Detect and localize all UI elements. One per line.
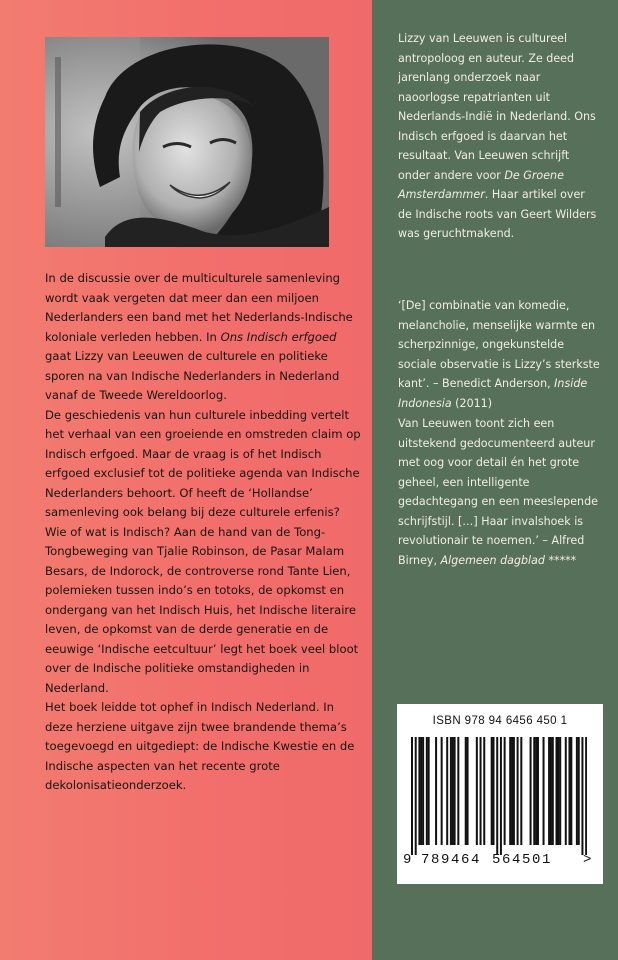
- review-quote-anderson: [398, 296, 601, 413]
- barcode-bar: [530, 737, 532, 845]
- author-portrait-photo: [45, 37, 329, 247]
- barcode-bar: [581, 737, 583, 855]
- barcode-bar: [550, 737, 552, 845]
- barcode-bar: [491, 737, 493, 845]
- rating-stars: *****: [544, 553, 577, 567]
- barcode-bar: [535, 737, 537, 845]
- barcode-bar: [465, 737, 467, 845]
- barcode-bar: [426, 737, 428, 845]
- author-bio: [398, 29, 601, 244]
- barcode-bar: [420, 737, 422, 845]
- barcode-bar: [504, 737, 506, 845]
- barcode-bar: [457, 737, 459, 845]
- barcode-bar: [576, 737, 578, 845]
- barcode-bar: [476, 737, 478, 845]
- barcode-bar: [517, 737, 519, 845]
- description-p1-text-cont: gaat Lizzy van Leeuwen de culturele en politieke sporen na van Indische Nederlanders in Nederland vanaf de Tweede Wereldoorlog.: [45, 349, 340, 402]
- author-bio-text: Lizzy van Leeuwen is cultureel antropoloog en auteur. Ze deed jarenlang onderzoek naar naoorlogse repatrianten uit Nederlands-Indië in Nederland. Ons Indisch erfgoed is daarvan het resultaat. Van Leeuwen schrijft onder andere voor: [398, 32, 596, 182]
- barcode-bar: [454, 737, 456, 845]
- review-quote-birney: [398, 414, 601, 570]
- barcode-bar: [411, 737, 413, 855]
- barcode-bar: [418, 737, 420, 845]
- barcode-bar: [428, 737, 430, 845]
- barcode-bar: [557, 737, 559, 845]
- barcode-quiet-zone-arrow: >: [583, 852, 592, 868]
- barcode-left-digits: 789464: [421, 852, 482, 868]
- barcode-bar: [450, 737, 452, 845]
- barcode-first-digit: 9: [403, 852, 412, 868]
- barcode-bar: [441, 737, 443, 845]
- barcode-bar: [483, 737, 485, 845]
- barcode-bar: [415, 737, 417, 855]
- isbn-label: ISBN 978 94 6456 450 1: [432, 715, 568, 727]
- barcode-bar: [548, 737, 550, 845]
- barcode-bars: [411, 737, 587, 855]
- barcode-bar: [493, 737, 495, 845]
- barcode-bar: [496, 737, 498, 855]
- barcode-bar: [513, 737, 515, 845]
- description-paragraph-4: Het boek leidde tot ophef in Indisch Nederland. In deze herziene uitgave zijn twee brandende thema’s toegevoegd en uitgediept: de Indische Kwestie en de Indische aspecten van het recente grote dekolonisatieonderzoek.: [45, 700, 355, 792]
- barcode-bar: [559, 737, 561, 845]
- barcode-bar: [435, 737, 437, 845]
- isbn-barcode: [397, 704, 603, 884]
- description-paragraph-2: De geschiedenis van hun culturele inbedding vertelt het verhaal van een groeiende en omstreden claim op Indisch erfgoed. Maar de vraag is of het Indisch erfgoed exclusief tot de politieke agenda van Indische Nederlanders behoort. Of heeft de ‘Hollandse’ samenleving ook belang bij deze culturele erfenis?: [45, 407, 361, 519]
- barcode-bar: [543, 737, 545, 845]
- magazine-title: De Groene Amsterdammer: [398, 168, 564, 201]
- book-title-italic: Ons Indisch erfgoed: [220, 329, 337, 344]
- barcode-bar: [452, 737, 454, 845]
- barcode-bar: [565, 737, 567, 845]
- barcode-bar: [537, 737, 539, 845]
- quote-text: Van Leeuwen toont zich een uitstekend gedocumenteerd auteur met oog voor detail én het grote geheel, een intelligente gedachtegang en een meeslepende schrijfstijl. […] Haar invalshoek is revolutionair te noemen.’ – Alfred Birney,: [398, 417, 598, 567]
- barcode-right-digits: 564501: [492, 852, 553, 868]
- barcode-bar: [585, 737, 587, 855]
- barcode-bar: [480, 737, 482, 845]
- quote-source: Inside Indonesia: [398, 377, 588, 410]
- book-description: [45, 269, 363, 796]
- barcode-bar: [533, 737, 535, 845]
- quote-source: Algemeen dagblad: [440, 553, 545, 567]
- barcode-bar: [511, 737, 513, 845]
- barcode-bar: [520, 737, 522, 845]
- barcode-bar: [570, 737, 572, 845]
- barcode-bar: [568, 737, 570, 845]
- barcode-bar: [500, 737, 502, 855]
- author-bio-text-cont: . Haar artikel over de Indische roots van Geert Wilders was geruchtmakend.: [398, 188, 597, 240]
- barcode-bar: [467, 737, 469, 845]
- description-p1-text: In de discussie over de multiculturele samenleving wordt vaak vergeten dat meer dan een miljoen Nederlanders een band met het Nederlands-Indische koloniale verleden hebben. In: [45, 271, 353, 344]
- description-paragraph-1: [45, 269, 363, 406]
- barcode-bar: [578, 737, 580, 845]
- barcode-bar: [509, 737, 511, 845]
- barcode-bar: [552, 737, 554, 845]
- barcode-bar: [422, 737, 424, 845]
- quote-text: ‘[De] combinatie van komedie, melancholie, menselijke warmte en scherpzinnige, ongekunstelde sociale observatie is Lizzy’s sterkste kant’. – Benedict Anderson,: [398, 299, 600, 390]
- description-paragraph-3: Wie of wat is Indisch? Aan de hand van de Tong-Tongbeweging van Tjalie Robinson, de Pasar Malam Besars, de Indorock, de controverse rond Tante Lien, polemieken tussen indo’s en totoks, de opkomst en ondergang van het Indisch Huis, het Indische literaire leven, de opkomst van de derde generatie en de eeuwige ‘Indische eetcultuur’ legt het boek veel bloot over de Indische politieke omstandigheden in Nederland.: [45, 524, 359, 695]
- quote-year: (2011): [451, 396, 493, 410]
- barcode-bar: [446, 737, 448, 845]
- barcode-bar: [556, 737, 558, 845]
